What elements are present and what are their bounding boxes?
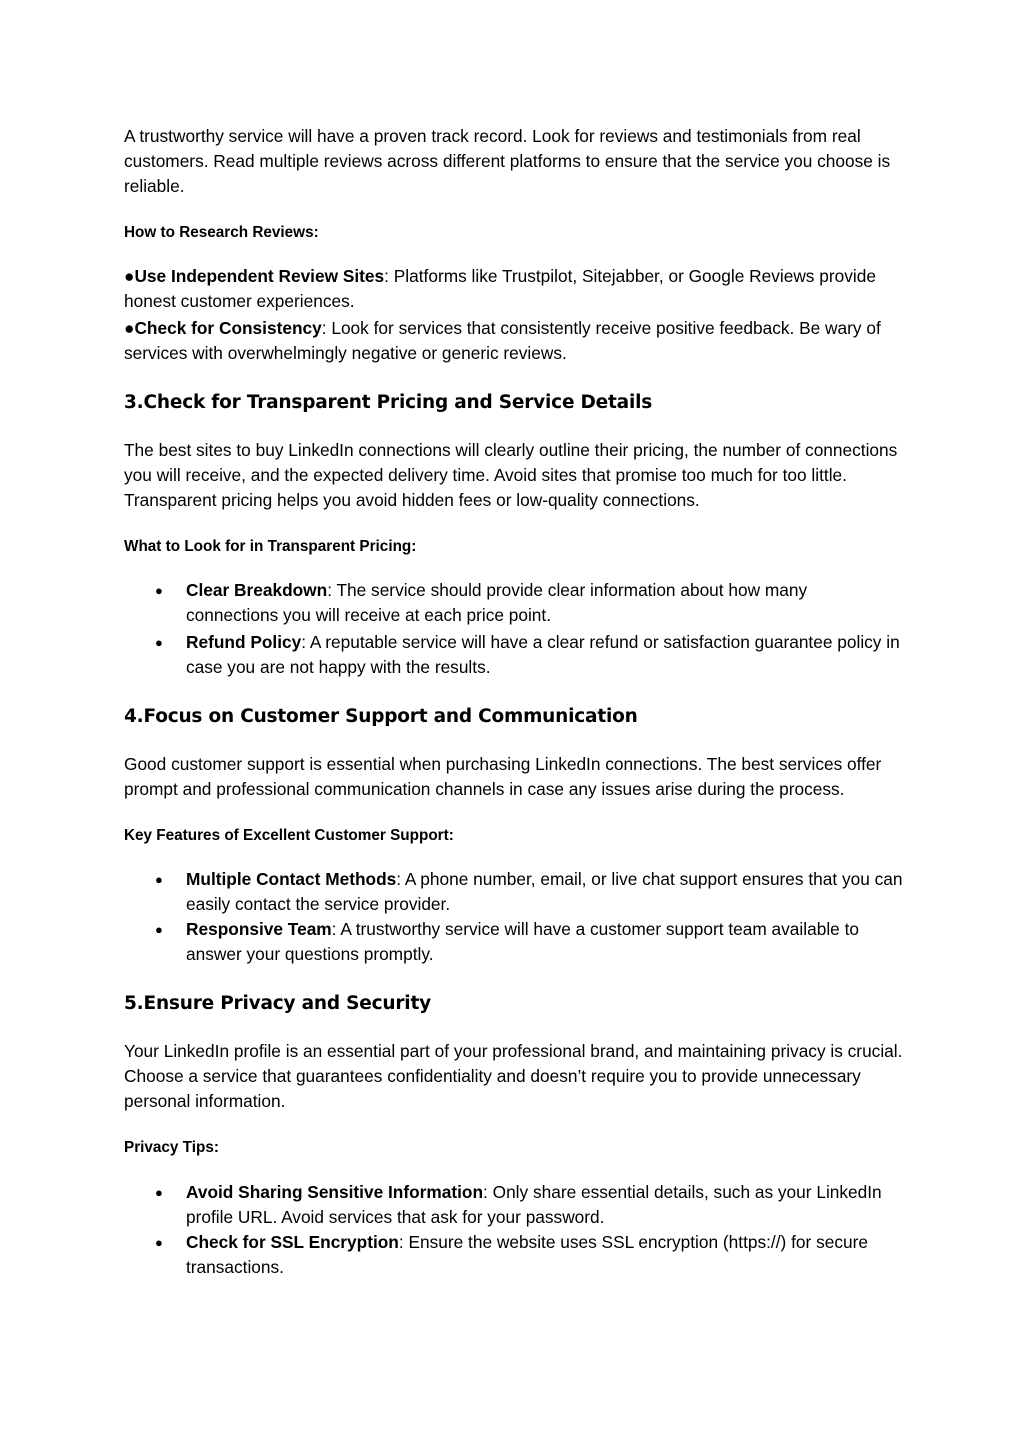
item-text: : Only share essential details, such as your LinkedIn profile URL. Avoid services that ask for your password. (186, 1182, 882, 1227)
list-item (124, 578, 904, 628)
bullet-marker: ● (155, 1235, 163, 1250)
item-title: Clear Breakdown (186, 580, 328, 600)
item-text: : Ensure the website uses SSL encryption (https://) for secure transactions. (186, 1232, 868, 1277)
bullet-marker: ● (155, 583, 163, 598)
item-text: : A trustworthy service will have a customer support team available to answer your questions promptly. (186, 919, 859, 964)
section-subhead: Privacy Tips: (124, 1139, 219, 1156)
list-item (124, 867, 904, 917)
support-list (124, 867, 904, 967)
item-text: : A phone number, email, or live chat support ensures that you can easily contact the service provider. (186, 869, 903, 914)
section-heading: 3.Check for Transparent Pricing and Service Details (124, 392, 653, 413)
item-title: Use Independent Review Sites (134, 266, 385, 286)
item-text: : The service should provide clear information about how many connections you will receive at each price point. (186, 580, 808, 625)
section-paragraph: The best sites to buy LinkedIn connections will clearly outline their pricing, the number of connections you will receive, and the expected delivery time. Avoid sites that promise too much for too little. Transparent pricing helps you avoid hidden fees or low-quality connections. (124, 440, 898, 510)
list-item (124, 917, 904, 967)
section-paragraph: Your LinkedIn profile is an essential part of your professional brand, and maintaining privacy is crucial. Choose a service that guarantees confidentiality and doesn’t require you to provide unnecessary personal information. (124, 1041, 903, 1111)
list-item (124, 630, 904, 680)
bullet-marker: ● (124, 318, 135, 338)
item-title: Check for SSL Encryption (186, 1232, 399, 1252)
bullet-marker: ● (155, 922, 163, 937)
section-subhead: Key Features of Excellent Customer Support: (124, 827, 454, 844)
bullet-marker: ● (155, 1185, 163, 1200)
section-subhead: What to Look for in Transparent Pricing: (124, 538, 417, 555)
section-paragraph: Good customer support is essential when purchasing LinkedIn connections. The best services offer prompt and professional communication channels in case any issues arise during the process. (124, 754, 882, 799)
bullet-marker: ● (155, 635, 163, 650)
bullet-marker: ● (124, 266, 135, 286)
pricing-list (124, 578, 904, 680)
item-text: : A reputable service will have a clear refund or satisfaction guarantee policy in case you are not happy with the results. (186, 632, 900, 677)
item-text: : Platforms like Trustpilot, Sitejabber, or Google Reviews provide honest customer experiences. (124, 266, 876, 311)
item-title: Responsive Team (186, 919, 332, 939)
bullet-marker: ● (155, 872, 163, 887)
list-item (124, 1230, 904, 1280)
list-item (124, 264, 904, 314)
privacy-list (124, 1180, 904, 1280)
list-item (124, 316, 904, 366)
item-title: Multiple Contact Methods (186, 869, 397, 889)
item-title: Check for Consistency (134, 318, 322, 338)
document-page (124, 124, 904, 1280)
research-list (124, 264, 904, 366)
section-heading: 5.Ensure Privacy and Security (124, 993, 431, 1014)
item-title: Avoid Sharing Sensitive Information (186, 1182, 484, 1202)
list-item (124, 1180, 904, 1230)
research-subhead: How to Research Reviews: (124, 224, 319, 241)
item-title: Refund Policy (186, 632, 302, 652)
intro-paragraph: A trustworthy service will have a proven track record. Look for reviews and testimonials from real customers. Read multiple reviews across different platforms to ensure that the service you choose is reliable. (124, 126, 891, 196)
item-text: : Look for services that consistently receive positive feedback. Be wary of services with overwhelmingly negative or generic reviews. (124, 318, 881, 363)
section-heading: 4.Focus on Customer Support and Communication (124, 706, 638, 727)
